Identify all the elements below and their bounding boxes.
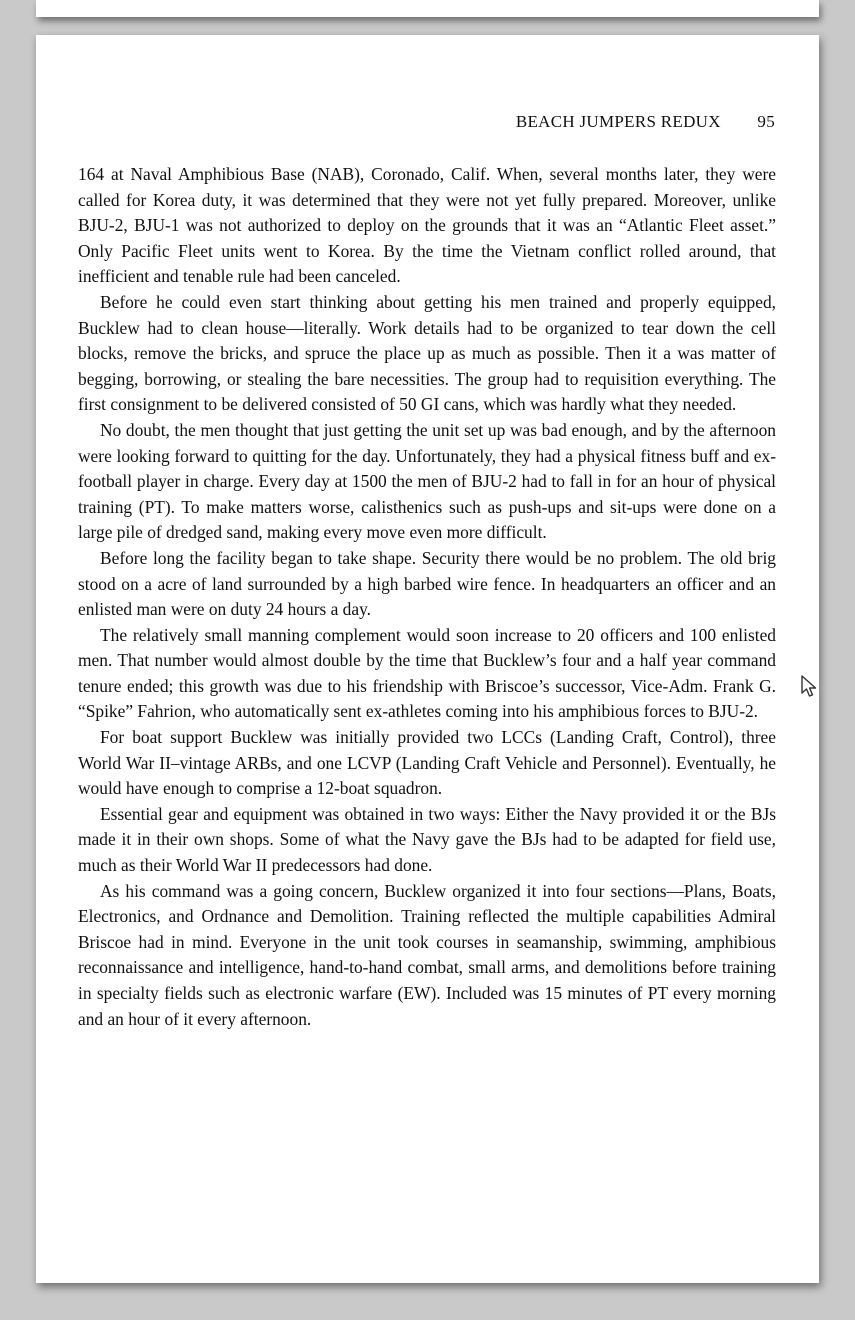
- paragraph: Before long the facility began to take shape. Security there would be no problem. The old brig stood on a acre of land surrounded by a high barbed wire fence. In headquarters an officer and an enlisted man were on duty 24 hours a day.: [78, 547, 776, 620]
- paragraph: The relatively small manning complement would soon increase to 20 officers and 100 enlisted men. That number would almost double by the time that Bucklew’s four and a half year command tenure ended; this growth was due to his friendship with Briscoe’s successor, Vice-Adm. Frank G. “Spike” Fahrion, who automatically sent ex-athletes coming into his amphibious forces to BJU-2.: [78, 624, 776, 722]
- paragraph: No doubt, the men thought that just getting the unit set up was bad enough, and by the afternoon were looking forward to quitting for the day. Unfortunately, they had a physical fitness buff and ex-football player in charge. Every day at 1500 the men of BJU-2 had to fall in for an hour of physical training (PT). To make matters worse, calisthenics such as push-ups and sit-ups were done on a large pile of dredged sand, making every move even more difficult.: [78, 419, 776, 543]
- paragraph: As his command was a going concern, Bucklew organized it into four sections—Plans, Boats, Electronics, and Ordnance and Demolition. Training reflected the multiple capabilities Admiral Briscoe had in mind. Everyone in the unit took courses in seamanship, swimming, amphibious reconnaissance and intelligence, hand-to-hand combat, small arms, and demolitions before training in specialty fields such as electronic warfare (EW). Included was 15 minutes of PT every morning and an hour of it every afternoon.: [78, 880, 776, 1029]
- mouse-pointer-icon: [800, 674, 818, 698]
- paragraph: Before he could even start thinking about getting his men trained and properly equipped, Bucklew had to clean house—literally. Work details had to be organized to tear down the cell blocks, remove the bricks, and spruce the place up as much as possible. Then it a was matter of begging, borrowing, or stealing the bare necessities. The group had to requisition everything. The first consignment to be delivered consisted of 50 GI cans, which was hardly what they needed.: [78, 291, 776, 415]
- page-number: 95: [757, 112, 775, 131]
- running-title: BEACH JUMPERS REDUX: [515, 112, 721, 131]
- page-body-text: [78, 162, 776, 1032]
- paragraph: For boat support Bucklew was initially provided two LCCs (Landing Craft, Control), three World War II–vintage ARBs, and one LCVP (Landing Craft Vehicle and Personnel). Eventually, he would have enough to comprise a 12-boat squadron.: [78, 727, 776, 799]
- previous-page-bottom[interactable]: [36, 0, 819, 17]
- paragraph: Essential gear and equipment was obtained in two ways: Either the Navy provided it or the BJs made it in their own shops. Some of what the Navy gave the BJs had to be adapted for field use, much as their World War II predecessors had done.: [78, 803, 776, 876]
- paragraph: 164 at Naval Amphibious Base (NAB), Coronado, Calif. When, several months later, they were called for Korea duty, it was determined that they were not yet fully prepared. Moreover, unlike BJU-2, BJU-1 was not authorized to deploy on the grounds that it was an “Atlantic Fleet asset.” Only Pacific Fleet units went to Korea. By the time the Vietnam conflict rolled around, that inefficient and tenable rule had been canceled.: [78, 164, 776, 287]
- document-page[interactable]: [36, 35, 819, 1283]
- running-header: [516, 112, 775, 132]
